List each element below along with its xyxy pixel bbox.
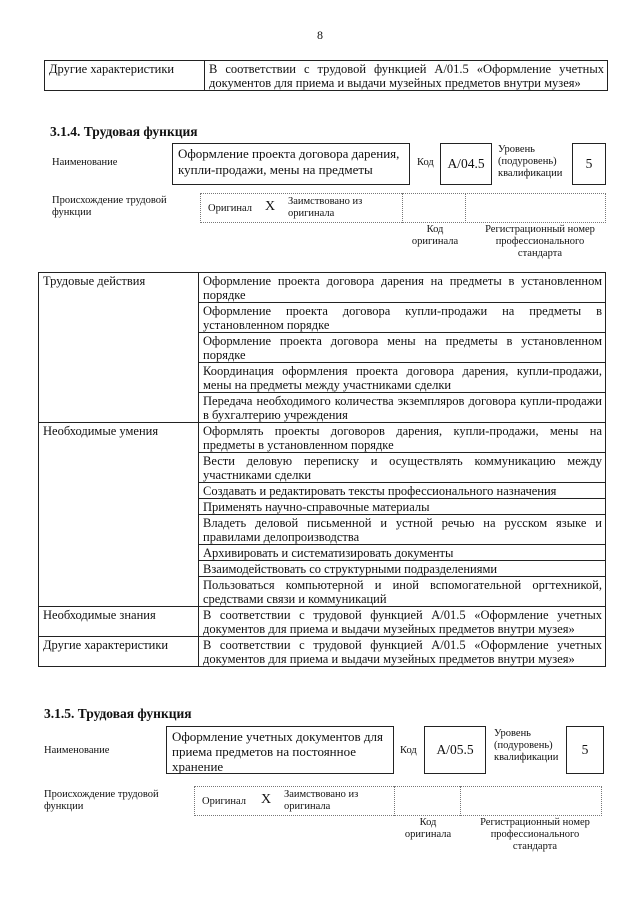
other-label: Другие характеристики: [39, 637, 199, 667]
skills-label: Необходимые умения: [39, 423, 199, 607]
code-label: Код: [400, 745, 417, 756]
page-number: 8: [317, 28, 323, 42]
code-original-label: Код оригинала: [411, 224, 459, 247]
labor-action-item: Оформление проекта договора купли-продажи на предметы в установленном порядке: [199, 303, 606, 333]
skill-item: Пользоваться компьютерной и иной вспомогательной оргтехникой, средствами связи и коммуникаций: [199, 577, 606, 607]
original-label: Оригинал: [208, 203, 252, 214]
skill-item: Создавать и редактировать тексты профессионального назначения: [199, 483, 606, 499]
borrowed-label: Заимствовано из оригинала: [284, 789, 359, 812]
labor-function-table: [38, 272, 606, 667]
divider: [460, 786, 461, 816]
skill-item: Применять научно-справочные материалы: [199, 499, 606, 515]
borrowed-label: Заимствовано из оригинала: [288, 196, 363, 219]
divider: [394, 786, 395, 816]
labor-action-item: Оформление проекта договора дарения на предметы в установленном порядке: [199, 273, 606, 303]
level-label: Уровень (подуровень) квалификации: [498, 144, 563, 179]
code-value-box: А/04.5: [440, 143, 492, 185]
original-label: Оригинал: [202, 796, 246, 807]
level-label: Уровень (подуровень) квалификации: [494, 728, 559, 763]
function-name-box: Оформление учетных документов для приема предметов на постоянное хранение: [166, 726, 394, 774]
original-x-mark: X: [261, 792, 272, 807]
labor-action-item: Координация оформления проекта договора дарения, купли-продажи, мены на предметы между участниками сделки: [199, 363, 606, 393]
skill-item: Оформлять проекты договоров дарения, купли-продажи, мены на предметы в установленном порядке: [199, 423, 606, 453]
knowledge-text: В соответствии с трудовой функцией А/01.5 «Оформление учетных документов для приема и выдачи музейных предметов внутри музея»: [199, 607, 606, 637]
origin-row: [194, 786, 602, 816]
original-x-mark: X: [265, 199, 276, 214]
origin-row: [200, 193, 606, 223]
reg-number-label: Регистрационный номер профессионального стандарта: [485, 224, 595, 259]
level-value-box: 5: [572, 143, 606, 185]
section-title-315: 3.1.5. Трудовая функция: [44, 706, 192, 721]
code-value-box: А/05.5: [424, 726, 486, 774]
skill-item: Архивировать и систематизировать документы: [199, 545, 606, 561]
other-characteristics-text: В соответствии с трудовой функцией А/01.5 «Оформление учетных документов для приема и выдачи музейных предметов внутри музея»: [205, 61, 608, 91]
divider: [402, 193, 403, 223]
labor-action-item: Оформление проекта договора мены на предметы в установленном порядке: [199, 333, 606, 363]
level-value-box: 5: [566, 726, 604, 774]
other-characteristics-label: Другие характеристики: [45, 61, 205, 91]
function-name-box: Оформление проекта договора дарения, купли-продажи, мены на предметы: [172, 143, 410, 185]
knowledge-label: Необходимые знания: [39, 607, 199, 637]
name-label: Наименование: [52, 157, 118, 168]
code-original-label: Код оригинала: [404, 817, 452, 840]
skill-item: Владеть деловой письменной и устной речью на русском языке и правилами делопроизводства: [199, 515, 606, 545]
labor-actions-label: Трудовые действия: [39, 273, 199, 423]
skill-item: Вести деловую переписку и осуществлять коммуникацию между участниками сделки: [199, 453, 606, 483]
section-title-314: 3.1.4. Трудовая функция: [50, 124, 198, 139]
skill-item: Взаимодействовать со структурными подразделениями: [199, 561, 606, 577]
reg-number-label: Регистрационный номер профессионального стандарта: [480, 817, 590, 852]
code-label: Код: [417, 157, 434, 168]
origin-label: Происхождение трудовой функции: [44, 789, 159, 812]
name-label: Наименование: [44, 745, 110, 756]
origin-label: Происхождение трудовой функции: [52, 195, 167, 218]
labor-action-item: Передача необходимого количества экземпляров договора купли-продажи в бухгалтерию учреждения: [199, 393, 606, 423]
divider: [465, 193, 466, 223]
other-text: В соответствии с трудовой функцией А/01.5 «Оформление учетных документов для приема и выдачи музейных предметов внутри музея»: [199, 637, 606, 667]
top-characteristics-table: [44, 60, 608, 91]
